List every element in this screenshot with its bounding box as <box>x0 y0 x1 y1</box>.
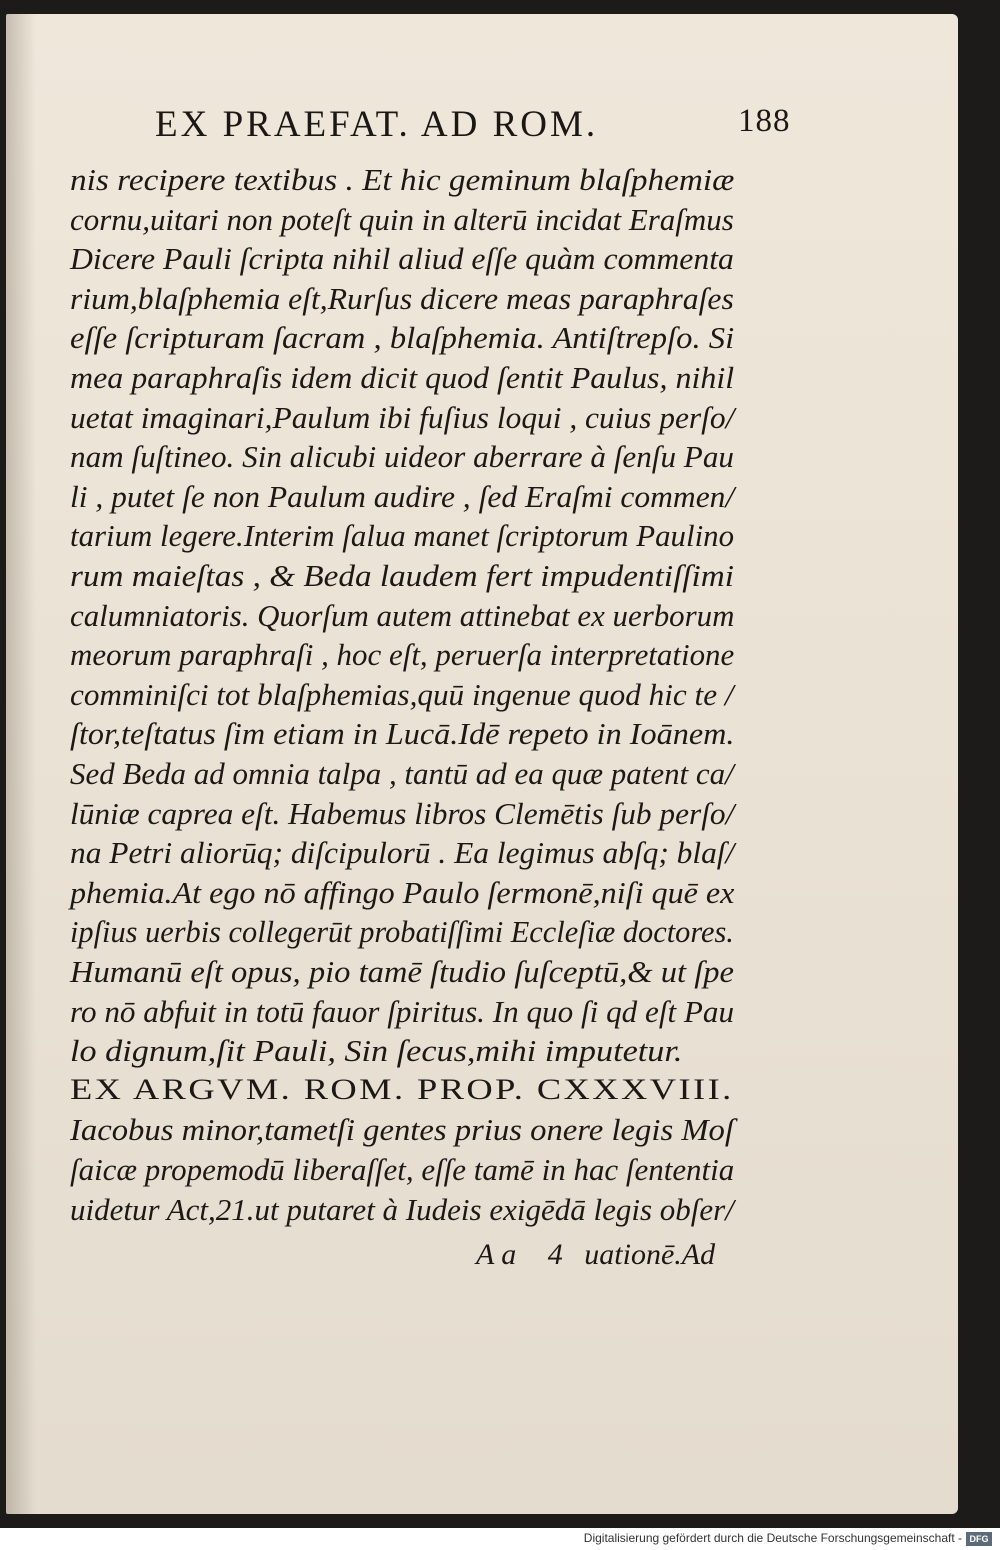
text-line: lūniæ caprea eſt. Habemus libros Clemētis ſub perſo/ <box>70 795 735 831</box>
text-line: rium,blaſphemia eſt,Rurſus dicere meas paraphraſes <box>70 280 734 316</box>
text-line: mea paraphraſis idem dicit quod ſentit Paulus, nihil <box>70 360 735 395</box>
text-line: Sed Beda ad omnia talpa , tantū ad ea quæ patent ca/ <box>70 756 734 791</box>
text-line: Iacobus minor,tametſi gentes prius onere legis Moſ <box>70 1112 734 1148</box>
text-line: ſaicæ propemodū liberaſſet, eſſe tamē in hac ſententia <box>70 1152 735 1187</box>
section-heading: EX ARGVM. ROM. PROP. CXXXVIII. <box>70 1072 734 1106</box>
text-line: nis recipere textibus . Et hic geminum blaſphemiæ <box>70 162 735 197</box>
footer-bar <box>0 1528 1000 1550</box>
text-line: uidetur Act,21.ut putaret à Iudeis exigēdā legis obſer/ <box>70 1191 734 1227</box>
text-line: uetat imaginari,Paulum ibi fuſius loqui , cuius perſo/ <box>70 399 735 435</box>
text-line: nam ſuſtineo. Sin alicubi uideor aberrare à ſenſu Pau <box>70 439 734 475</box>
text-line: Dicere Pauli ſcripta nihil aliud eſſe quàm commenta <box>70 241 734 277</box>
dfg-logo: DFG <box>966 1532 992 1546</box>
running-title: EX PRAEFAT. AD ROM. <box>155 104 599 145</box>
footer-credit: Digitalisierung gefördert durch die Deutsche Forschungsgemeinschaft - <box>583 1531 962 1545</box>
text-line: li , putet ſe non Paulum audire , ſed Eraſmi commen/ <box>70 478 735 514</box>
folio-number: 188 <box>738 103 791 139</box>
text-line: lo dignum,ſit Pauli, Sin ſecus,mihi imputetur. <box>70 1033 683 1069</box>
signature-line <box>476 1238 715 1272</box>
text-line: ro nō abfuit in totū fauor ſpiritus. In quo ſi qd eſt Pau <box>70 993 735 1029</box>
signature-number: 4 <box>547 1238 563 1271</box>
text-line: tarium legere.Interim ſalua manet ſcriptorum Paulino <box>70 518 734 554</box>
text-line: rum maieſtas , & Beda laudem fert impudentiſſimi <box>70 558 734 593</box>
text-line: ipſius uerbis collegerūt probatiſſimi Eccleſiæ doctores. <box>70 914 734 950</box>
text-line: ſtor,teſtatus ſim etiam in Lucā.Idē repeto in Ioānem. <box>70 716 735 752</box>
text-line: eſſe ſcripturam ſacram , blaſphemia. Antiſtrepſo. Si <box>70 320 735 356</box>
text-line: na Petri aliorūq; diſcipulorū . Ea legimus abſq; blaſ/ <box>70 835 735 871</box>
catchword: uationē.Ad <box>584 1238 716 1271</box>
signature-mark: A a <box>476 1238 517 1271</box>
text-line: comminiſci tot blaſphemias,quū ingenue quod hic te / <box>70 676 734 712</box>
text-line: Humanū eſt opus, pio tamē ſtudio ſuſceptū,& ut ſpe <box>70 954 734 989</box>
running-header <box>155 103 795 145</box>
text-line: meorum paraphraſi , hoc eſt, peruerſa interpretatione <box>70 637 735 673</box>
text-line: calumniatoris. Quorſum autem attinebat ex uerborum <box>70 597 735 633</box>
text-line: phemia.At ego nō affingo Paulo ſermonē,niſi quē ex <box>70 874 735 910</box>
text-line: cornu,uitari non poteſt quin in alterū incidat Eraſmus <box>70 201 734 237</box>
